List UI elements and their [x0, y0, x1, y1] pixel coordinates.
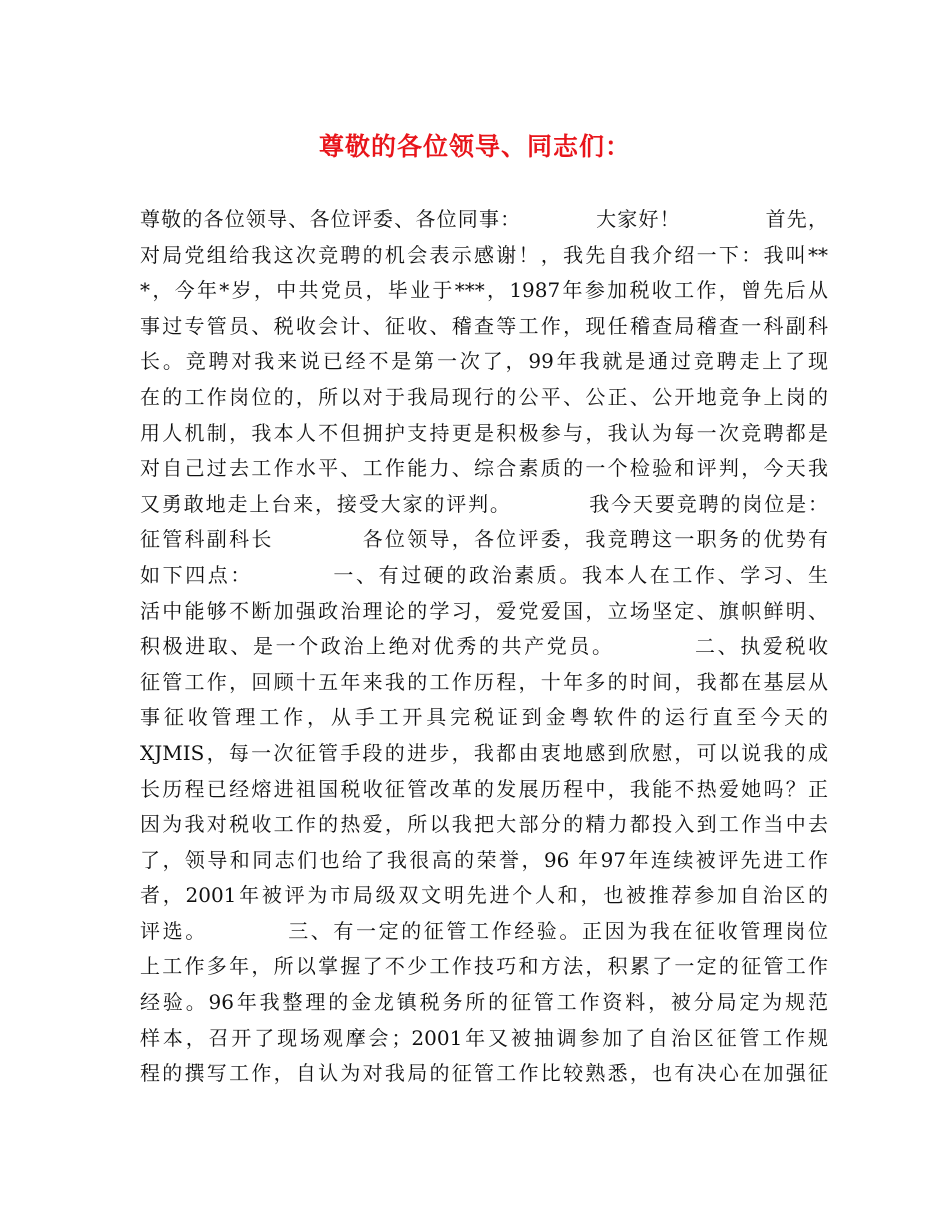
body-text-line: 对局党组给我这次竞聘的机会表示感谢！，我先自我介绍一下：我叫**: [140, 242, 828, 267]
body-text-line: XJMIS，每一次征管手段的进步，我都由衷地感到欣慰，可以说我的成: [140, 740, 828, 765]
body-text-line: 评选。 三、有一定的征管工作经验。正因为我在征收管理岗位: [140, 918, 828, 943]
body-text-line: 程的撰写工作，自认为对我局的征管工作比较熟悉，也有决心在加强征: [140, 1061, 828, 1086]
body-text-line: 活中能够不断加强政治理论的学习，爱党爱国，立场坚定、旗帜鲜明、: [140, 598, 828, 623]
body-text-line: 又勇敢地走上台来，接受大家的评判。 我今天要竞聘的岗位是：: [140, 491, 828, 516]
body-text-line: 者，2001年被评为市局级双文明先进个人和，也被推荐参加自治区的: [140, 883, 828, 908]
body-text-line: 征管工作，回顾十五年来我的工作历程，十年多的时间，我都在基层从: [140, 669, 828, 694]
body-text-line: 征管科副科长 各位领导，各位评委，我竞聘这一职务的优势有: [140, 527, 828, 552]
body-text-line: 对自己过去工作水平、工作能力、综合素质的一个检验和评判，今天我: [140, 456, 828, 481]
body-text-line: 事过专管员、税收会计、征收、稽查等工作，现任稽查局稽查一科副科: [140, 313, 828, 338]
body-text-line: 长历程已经熔进祖国税收征管改革的发展历程中，我能不热爱她吗？正: [140, 776, 828, 801]
body-text-line: 了，领导和同志们也给了我很高的荣誉，96 年97年连续被评先进工作: [140, 847, 828, 872]
body-text-line: 长。竞聘对我来说已经不是第一次了，99年我就是通过竞聘走上了现: [140, 349, 828, 374]
body-text-line: *，今年*岁，中共党员，毕业于***，1987年参加税收工作，曾先后从: [140, 278, 828, 303]
document-title: 尊敬的各位领导、同志们：: [318, 132, 631, 161]
body-text-line: 上工作多年，所以掌握了不少工作技巧和方法，积累了一定的征管工作: [140, 954, 828, 979]
body-text-line: 经验。96年我整理的金龙镇税务所的征管工作资料，被分局定为规范: [140, 990, 828, 1015]
body-text-line: 样本，召开了现场观摩会；2001年又被抽调参加了自治区征管工作规: [140, 1025, 828, 1050]
body-text-line: 用人机制，我本人不但拥护支持更是积极参与，我认为每一次竞聘都是: [140, 420, 828, 445]
body-text-line: 如下四点： 一、有过硬的政治素质。我本人在工作、学习、生: [140, 562, 828, 587]
body-text-line: 事征收管理工作，从手工开具完税证到金粤软件的运行直至今天的: [140, 705, 828, 730]
body-text-line: 尊敬的各位领导、各位评委、各位同事： 大家好！ 首先，: [140, 207, 828, 231]
body-text-line: 积极进取、是一个政治上绝对优秀的共产党员。 二、执爱税收: [140, 634, 828, 659]
body-text-line: 因为我对税收工作的热爱，所以我把大部分的精力都投入到工作当中去: [140, 812, 828, 837]
document-body: [140, 202, 828, 1092]
body-text-line: 在的工作岗位的，所以对于我局现行的公平、公正、公开地竞争上岗的: [140, 384, 828, 409]
